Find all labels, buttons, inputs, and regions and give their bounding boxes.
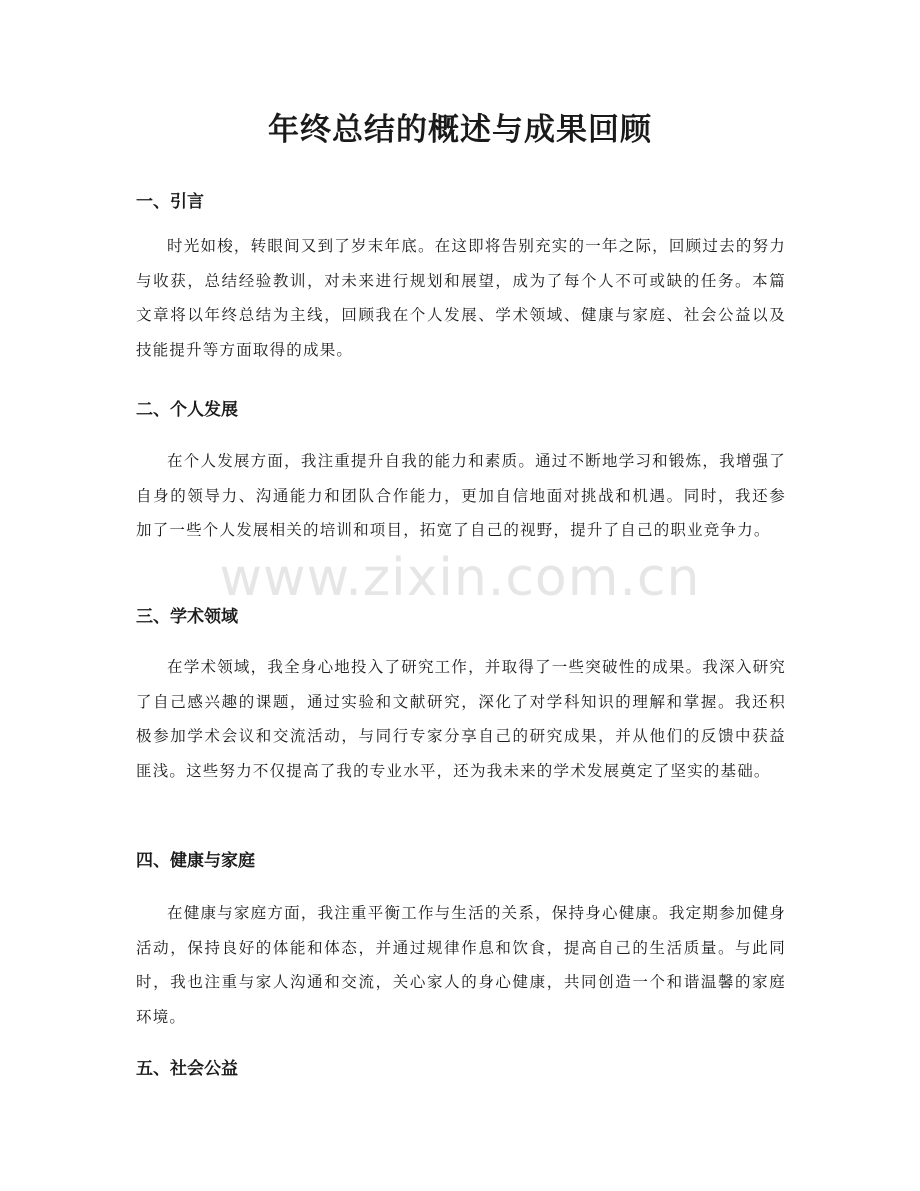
section-heading-health-family: 四、健康与家庭 xyxy=(136,851,255,871)
section-body-academic: 在学术领域，我全身心地投入了研究工作，并取得了一些突破性的成果。我深入研究了自己感兴趣的课题，通过实验和文献研究，深化了对学科知识的理解和掌握。我还积极参加学术会议和交流活动，与同行专家分享自己的研究成果，并从他们的反馈中获益匪浅。这些努力不仅提高了我的专业水平，还为我未来的学术发展奠定了坚实的基础。 xyxy=(136,658,786,781)
section-heading-academic: 三、学术领域 xyxy=(136,607,238,627)
section-body-introduction: 时光如梭，转眼间又到了岁末年底。在这即将告别充实的一年之际，回顾过去的努力与收获，总结经验教训，对未来进行规划和展望，成为了每个人不可或缺的任务。本篇文章将以年终总结为主线，回顾我在个人发展、学术领域、健康与家庭、社会公益以及技能提升等方面取得的成果。 xyxy=(136,237,786,360)
section-heading-personal-development: 二、个人发展 xyxy=(136,400,238,420)
section-heading-public-welfare: 五、社会公益 xyxy=(136,1059,238,1079)
watermark-text: www.zixin.com.cn xyxy=(219,548,701,608)
section-body-health-family: 在健康与家庭方面，我注重平衡工作与生活的关系，保持身心健康。我定期参加健身活动，保持良好的体能和体态，并通过规律作息和饮食，提高自己的生活质量。与此同时，我也注重与家人沟通和交流，关心家人的身心健康，共同创造一个和谐温馨的家庭环境。 xyxy=(136,904,786,1027)
section-body-personal-development: 在个人发展方面，我注重提升自我的能力和素质。通过不断地学习和锻炼，我增强了自身的领导力、沟通能力和团队合作能力，更加自信地面对挑战和机遇。同时，我还参加了一些个人发展相关的培训和项目，拓宽了自己的视野，提升了自己的职业竞争力。 xyxy=(136,452,786,540)
section-heading-introduction: 一、引言 xyxy=(136,192,204,212)
document-title: 年终总结的概述与成果回顾 xyxy=(268,112,652,148)
